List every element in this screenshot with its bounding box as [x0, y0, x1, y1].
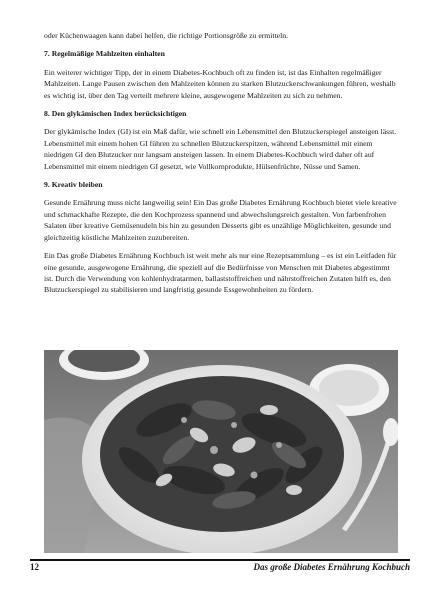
section-text-9: Gesunde Ernährung muss nicht langweilig sein! Ein Das große Diabetes Ernährung Kochbuch bietet viele kreative und schmackhafte Rezepte, die den Kochprozess spannend und abwechslungsreich gestalten. Von farbenfrohen Salaten über kreative Gemüsenudeln bis hin zu gesunden Desserts gibt es unzählige Möglichkeiten, gesunde und gleichzeitig köstliche Mahlzeiten zuzubereiten. [44, 198, 397, 242]
page-body [44, 30, 397, 303]
section-heading-7: 7. Regelmäßige Mahlzeiten einhalten [44, 49, 165, 59]
section-heading-8: 8. Den glykämischen Index berücksichtigen [44, 109, 187, 119]
footer-book-title: Das große Diabetes Ernährung Kochbuch [253, 562, 410, 572]
section-text-7: Ein weiterer wichtiger Tipp, der in einem Diabetes-Kochbuch oft zu finden ist, ist das Einhalten regelmäßiger Mahlzeiten. Lange Pausen zwischen den Mahlzeiten können zu starken Blutzuckerschwankungen führen, weshalb es wichtig ist, über den Tag verteilt mehrere kleine, ausgewogene Mahlzeiten zu sich zu nehmen. [44, 67, 396, 100]
section-heading-9: 9. Kreativ bleiben [44, 180, 103, 190]
section-text-8: Der glykämische Index (GI) ist ein Maß dafür, wie schnell ein Lebensmittel den Blutzuckerspiegel ansteigen lässt. Lebensmittel mit einem hohen GI führen zu schnellen Blutzuckerspitzen, während Lebensmittel mit einem niedrigen GI den Blutzucker nur langsam ansteigen lassen. In einem Diabetes-Kochbuch wird daher oft auf Lebensmittel mit einem niedrigen GI gesetzt, wie Vollkornprodukte, Hülsenfrüchte, Nüsse und Samen. [44, 127, 397, 171]
intro-tail-paragraph: oder Küchenwaagen kann dabei helfen, die richtige Portionsgröße zu ermitteln. [44, 31, 288, 40]
salad-photo [44, 350, 398, 553]
page-number: 12 [30, 562, 39, 572]
footer-rule [30, 559, 410, 561]
closing-paragraph: Ein Das große Diabetes Ernährung Kochbuch ist weit mehr als nur eine Rezeptsammlung – es ist ein Leitfaden für eine gesunde, ausgewogene Ernährung, die speziell auf die Bedürfnisse von Menschen mit Diabetes abgestimmt ist. Durch die Verwendung von kohlenhydratarmen, ballaststoffreichen und nährstoffreichen Zutaten hilft es, den Blutzuckerspiegel zu stabilisieren und langfristig gesunde Essgewohnheiten zu fördern. [44, 251, 397, 295]
